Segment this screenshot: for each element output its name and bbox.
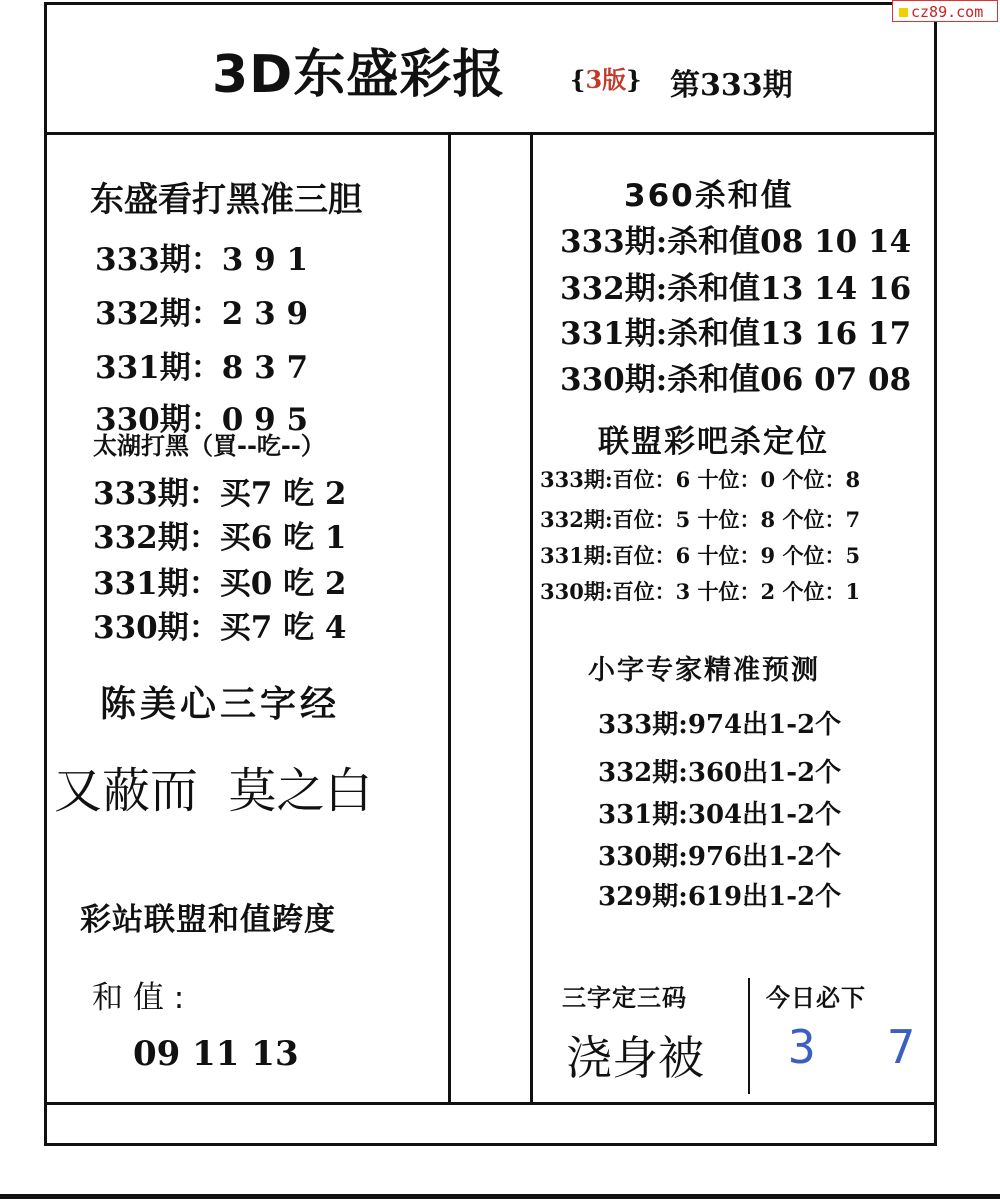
row-label: 330期： <box>93 610 220 646</box>
row-value: 976出1-2个 <box>687 842 842 872</box>
row-label: 332期： <box>95 296 222 332</box>
row-label: 332期： <box>93 520 220 556</box>
row-value: 0 9 5 <box>221 402 309 438</box>
row-value: 杀和值13 14 16 <box>667 271 912 307</box>
edition-number: 3版 <box>585 65 627 94</box>
row-value: 百位：5 十位：8 个位：7 <box>612 507 861 532</box>
row-value: 619出1-2个 <box>687 882 842 912</box>
row-label: 330期： <box>95 402 222 438</box>
sanzijing-text: 又蔽而 莫之白 <box>54 763 373 819</box>
sanma-text: 浇身被 <box>566 1031 704 1085</box>
list-item <box>598 794 841 831</box>
section-title-dongsheng: 东盛看打黑准三胆 <box>90 180 362 220</box>
edition-close: } <box>626 65 642 94</box>
row-value: 买6 吃 1 <box>219 520 347 556</box>
bixia-digits: 3 7 <box>788 1020 938 1074</box>
section-title-xiaozi: 小字专家精准预测 <box>588 655 820 686</box>
row-value: 8 3 7 <box>221 350 309 386</box>
list-item <box>540 576 860 606</box>
row-label: 333期: <box>560 224 668 260</box>
row-label: 331期： <box>93 566 220 602</box>
row-value: 3 9 1 <box>221 242 309 278</box>
row-label: 332期: <box>540 507 613 532</box>
header-divider <box>44 132 937 135</box>
row-label: 330期: <box>560 362 668 398</box>
row-label: 333期: <box>598 710 688 740</box>
row-label: 331期: <box>560 316 668 352</box>
edition-badge <box>570 60 642 95</box>
row-value: 杀和值08 10 14 <box>667 224 912 260</box>
bottom-box-divider <box>748 978 750 1094</box>
section-title-hezhi: 彩站联盟和值跨度 <box>80 902 336 938</box>
row-value: 2 3 9 <box>221 296 309 332</box>
row-label: 332期: <box>560 271 668 307</box>
issue-number: 第333期 <box>670 68 793 103</box>
row-value: 买7 吃 4 <box>219 610 347 646</box>
row-label: 329期: <box>598 882 688 912</box>
section-title-sanzijing: 陈美心三字经 <box>100 684 341 725</box>
page-title: 3D东盛彩报 <box>212 45 506 105</box>
section-title-taihu: 太湖打黑（買--吃--） <box>93 432 325 460</box>
list-item <box>93 512 346 557</box>
list-item <box>95 234 308 279</box>
bottom-rule <box>0 1194 1000 1199</box>
list-item <box>95 342 308 387</box>
list-item <box>560 216 911 261</box>
row-value: 974出1-2个 <box>687 710 842 740</box>
list-item <box>598 752 841 789</box>
edition-open: { <box>570 65 586 94</box>
section-title-sha-hezhi: 360杀和值 <box>624 178 794 214</box>
column-divider-left <box>448 135 451 1103</box>
list-item <box>560 354 911 399</box>
list-item <box>93 558 346 603</box>
row-label: 331期: <box>540 543 613 568</box>
row-value: 杀和值13 16 17 <box>667 316 912 352</box>
list-item <box>93 602 346 647</box>
row-label: 333期： <box>95 242 222 278</box>
row-label: 332期: <box>598 758 688 788</box>
row-value: 杀和值06 07 08 <box>667 362 912 398</box>
hezhi-label: 和 值 : <box>92 980 185 1016</box>
list-item <box>93 468 346 513</box>
list-item <box>95 288 308 333</box>
section-title-bixia: 今日必下 <box>766 984 866 1012</box>
row-label: 330期: <box>598 842 688 872</box>
row-value: 买7 吃 2 <box>219 476 347 512</box>
row-value: 买0 吃 2 <box>219 566 347 602</box>
row-value: 360出1-2个 <box>687 758 842 788</box>
watermark-dot-icon <box>899 8 908 17</box>
list-item <box>540 464 860 494</box>
list-item <box>540 504 860 534</box>
row-label: 330期: <box>540 579 613 604</box>
list-item <box>598 836 841 873</box>
list-item <box>540 540 860 570</box>
column-divider-right <box>530 135 533 1103</box>
watermark <box>892 0 998 22</box>
row-value: 百位：6 十位：0 个位：8 <box>612 467 861 492</box>
row-value: 304出1-2个 <box>687 800 842 830</box>
row-value: 百位：6 十位：9 个位：5 <box>612 543 861 568</box>
list-item <box>598 704 841 741</box>
footer-divider <box>44 1102 937 1105</box>
row-label: 331期: <box>598 800 688 830</box>
row-label: 331期： <box>95 350 222 386</box>
row-value: 百位：3 十位：2 个位：1 <box>612 579 861 604</box>
section-title-dingwei: 联盟彩吧杀定位 <box>598 424 829 460</box>
list-item <box>598 876 841 913</box>
watermark-text: cz89.com <box>911 3 984 21</box>
row-label: 333期: <box>540 467 613 492</box>
hezhi-value: 09 11 13 <box>133 1034 299 1074</box>
list-item <box>560 263 911 308</box>
section-title-sanma: 三字定三码 <box>562 984 687 1012</box>
list-item <box>560 308 911 353</box>
row-label: 333期： <box>93 476 220 512</box>
